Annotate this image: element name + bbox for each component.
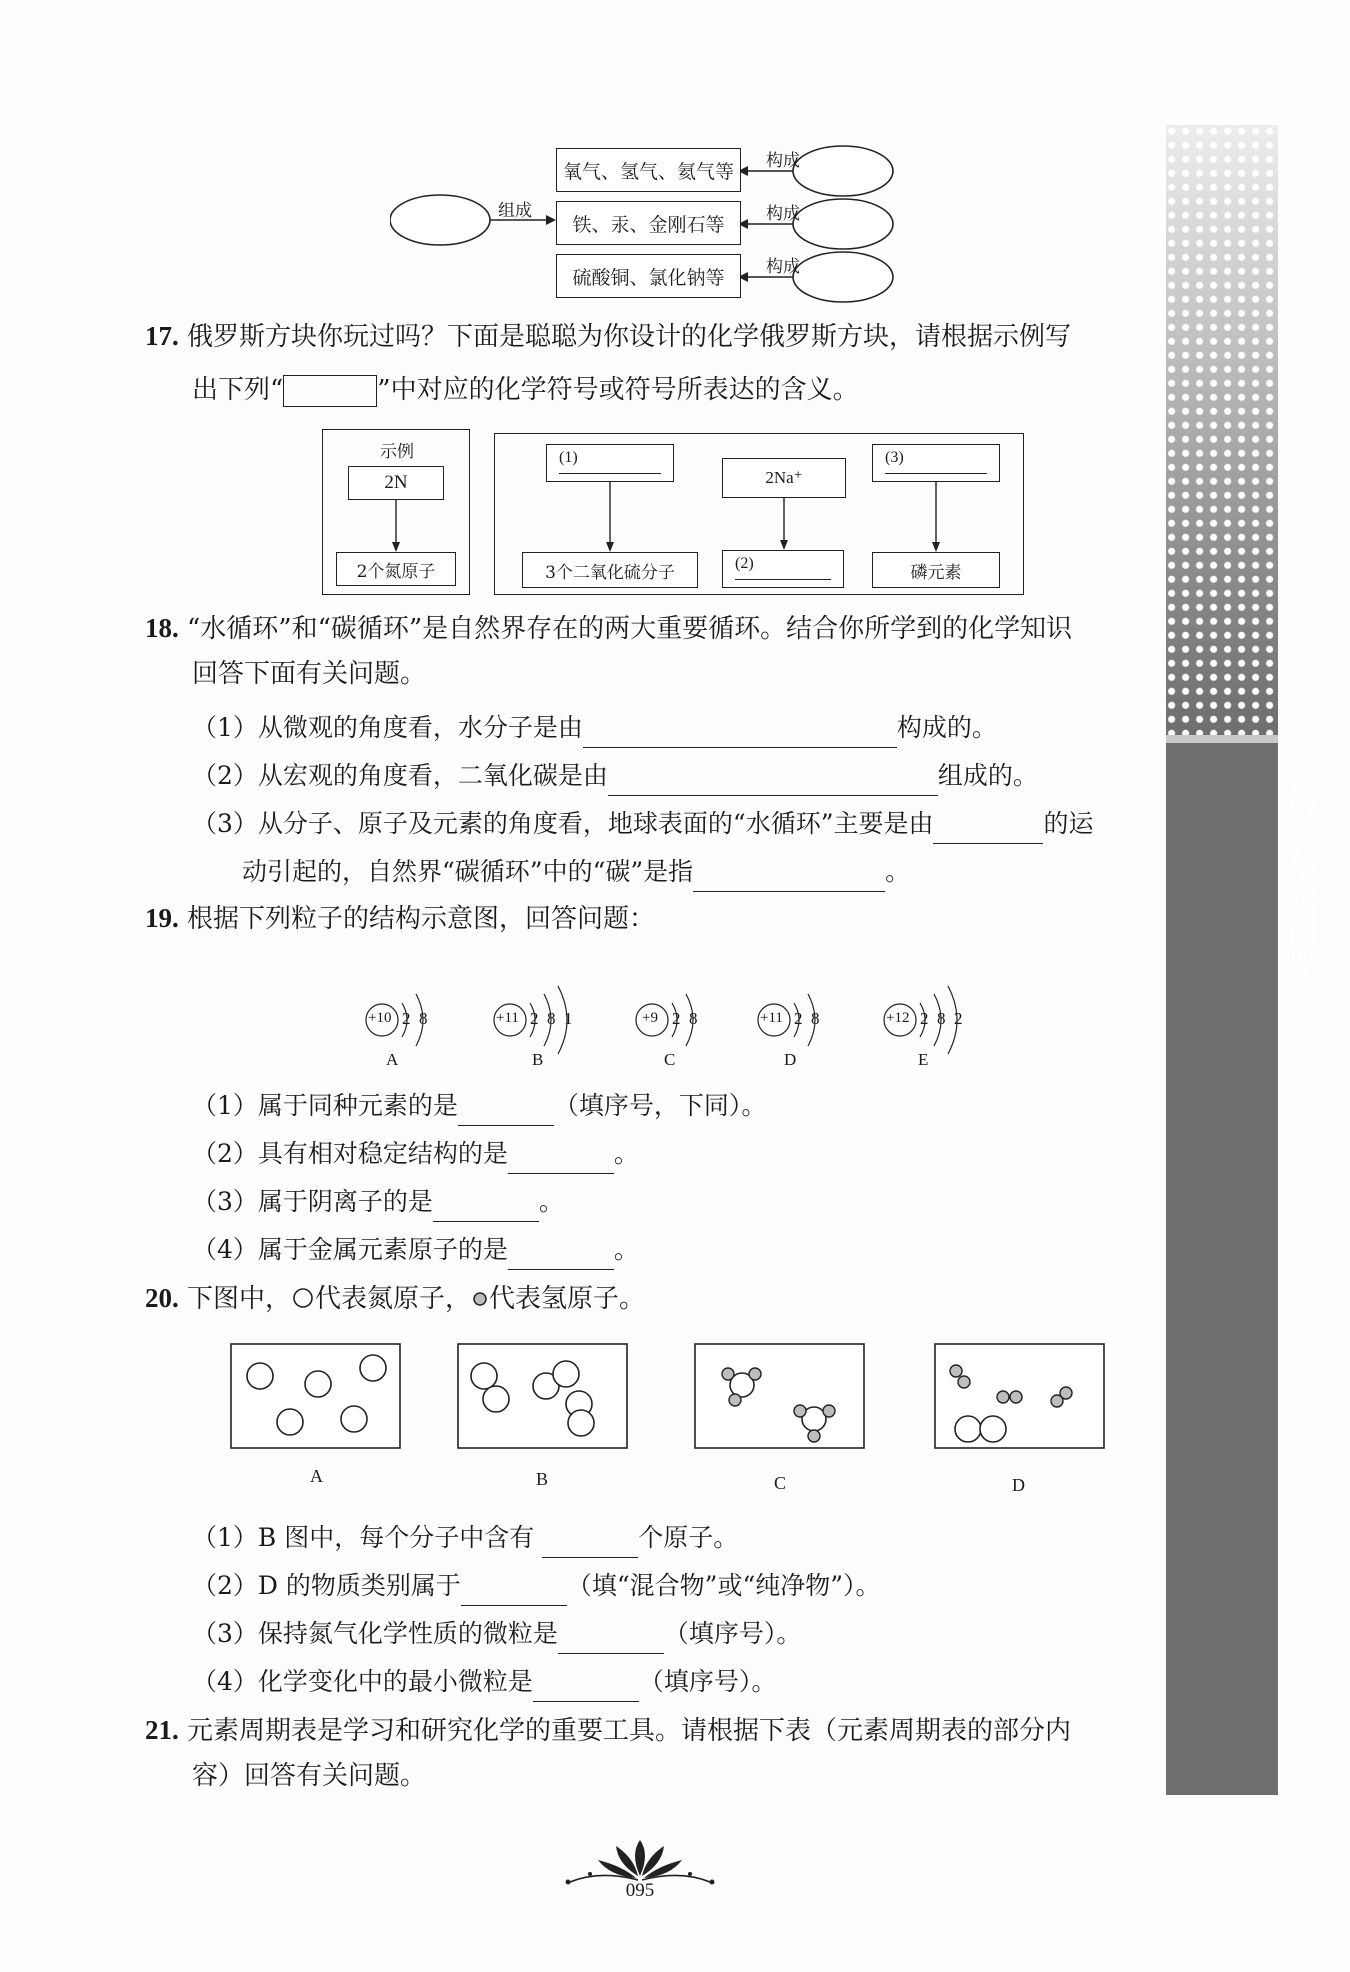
sidebar-decoration (1166, 125, 1278, 735)
q20-s3-blank[interactable] (558, 1623, 664, 1654)
particle-d-electrons: 2 8 (794, 1009, 820, 1028)
puzzle-box-p: 磷元素 (872, 552, 1000, 588)
q20-boxes (230, 1340, 1110, 1452)
label-goucheng-1: 构成 (766, 151, 800, 171)
q18-s1 (192, 708, 997, 748)
q20-label-c: C (774, 1473, 787, 1493)
q18-s3 (192, 804, 1094, 844)
sidebar-divider (1166, 735, 1278, 743)
particle-c-shells (634, 980, 774, 1075)
q18-s3-post: 的运 (1043, 809, 1094, 838)
puzzle-box-so2: 3个二氧化硫分子 (522, 552, 698, 588)
q17-number: 17. (145, 321, 179, 351)
q21-number: 21. (145, 1715, 179, 1745)
label-goucheng-2: 构成 (766, 204, 800, 224)
q17-text: 俄罗斯方块你玩过吗？下面是聪聪为你设计的化学俄罗斯方块，请根据示例写 (187, 322, 1072, 352)
blank-2-label: (2) (735, 555, 754, 572)
particle-c-label: C (664, 1050, 676, 1069)
q17-blank-box (283, 375, 377, 407)
q20-text-b: 代表氮原子， (315, 1284, 472, 1314)
particle-a-electrons: 2 8 (402, 1009, 428, 1028)
sidebar-title: 第三单元测评 (1281, 785, 1316, 977)
q19-s4-post: 。 (613, 1235, 639, 1264)
particle-d (756, 980, 896, 1075)
q20-s2-post: （填“混合物”或“纯净物”）。 (566, 1571, 881, 1600)
q20-s2-pre: （2）D 的物质类别属于 (192, 1571, 461, 1600)
label-goucheng-3: 构成 (766, 257, 800, 277)
q18-s1-pre: （1）从微观的角度看，水分子是由 (192, 713, 583, 742)
q20-s4-pre: （4）化学变化中的最小微粒是 (192, 1667, 533, 1696)
particle-a (364, 980, 504, 1075)
box-salts: 硫酸铜、氯化钠等 (556, 254, 741, 298)
q18-s1-post: 构成的。 (896, 713, 997, 742)
q20-number: 20. (145, 1283, 179, 1313)
q21-line2: 容）回答有关问题。 (192, 1761, 427, 1791)
q20-s4 (192, 1662, 776, 1702)
q18-s3b (242, 852, 910, 892)
particle-b-nucleus: +11 (496, 1010, 519, 1026)
particle-c (634, 980, 774, 1075)
q19-s1-pre: （1）属于同种元素的是 (192, 1091, 458, 1120)
q19-s4-blank[interactable] (508, 1239, 614, 1270)
q21-text: 元素周期表是学习和研究化学的重要工具。请根据下表（元素周期表的部分内 (187, 1716, 1072, 1746)
q17-line2-pre: 出下列“ (192, 375, 284, 405)
particle-b-electrons: 2 8 1 (530, 1009, 573, 1028)
q18-s2-pre: （2）从宏观的角度看，二氧化碳是由 (192, 761, 608, 790)
blank-3-label: (3) (885, 449, 904, 466)
q20-label-a: A (310, 1466, 323, 1486)
q20-s2-blank[interactable] (461, 1575, 567, 1606)
q20-s1 (192, 1518, 738, 1558)
q19-s4 (192, 1230, 639, 1270)
nitrogen-atom-icon (291, 1286, 315, 1310)
q20-label-d: D (1012, 1475, 1025, 1495)
q20-text-a: 下图中， (187, 1284, 292, 1314)
q19-s3-blank[interactable] (433, 1191, 539, 1222)
q20-s1-pre: （1）B 图中，每个分子中含有 (192, 1523, 535, 1552)
q20-s1-blank[interactable] (542, 1527, 638, 1558)
q19-s3-pre: （3）属于阴离子的是 (192, 1187, 433, 1216)
q18-s3b-pre: 动引起的，自然界“碳循环”中的“碳”是指 (242, 857, 694, 886)
q20-s2 (192, 1566, 881, 1606)
label-zucheng: 组成 (498, 201, 532, 221)
blank-1-label: (1) (559, 449, 578, 466)
hydrogen-atom-icon (471, 1290, 489, 1308)
q18-s2-post: 组成的。 (937, 761, 1038, 790)
particle-e-label: E (918, 1050, 929, 1069)
particle-e-electrons: 2 8 2 (920, 1009, 963, 1028)
q19-s3 (192, 1182, 564, 1222)
particle-c-electrons: 2 8 (672, 1009, 698, 1028)
particle-b-label: B (532, 1050, 544, 1069)
particle-a-nucleus: +10 (368, 1010, 392, 1026)
q19-text: 根据下列粒子的结构示意图，回答问题： (187, 904, 656, 934)
q19-s1-blank[interactable] (458, 1095, 554, 1126)
q17-line2 (192, 368, 859, 412)
q20-s1-post: 个原子。 (638, 1523, 739, 1552)
q20-text-c: 代表氢原子。 (489, 1284, 646, 1314)
q20-line1 (145, 1276, 645, 1321)
q19-number: 19. (145, 903, 179, 933)
q18-s3b-post: 。 (885, 857, 911, 886)
q18-s3-blank1[interactable] (933, 813, 1043, 844)
q20-s3-pre: （3）保持氮气化学性质的微粒是 (192, 1619, 558, 1648)
q20-s3-post: （填序号）。 (663, 1619, 802, 1648)
particle-e-nucleus: +12 (886, 1010, 910, 1026)
q19-s1 (192, 1086, 766, 1126)
q18-s2-blank[interactable] (608, 765, 938, 796)
q19-s1-post: （填序号，下同）。 (553, 1091, 767, 1120)
q19-line1 (145, 896, 655, 941)
q20-s4-blank[interactable] (533, 1671, 639, 1702)
q18-s3-blank2[interactable] (693, 861, 885, 892)
q18-number: 18. (145, 613, 179, 643)
example-bottom-box: 2个氮原子 (336, 552, 456, 586)
chapter-sidebar (1166, 125, 1316, 1795)
q20-s4-post: （填序号）。 (638, 1667, 777, 1696)
q19-s3-post: 。 (538, 1187, 564, 1216)
particle-b (492, 980, 632, 1075)
particle-d-label: D (784, 1050, 797, 1069)
q18-text: “水循环”和“碳循环”是自然界存在的两大重要循环。结合你所学到的化学知识 (187, 614, 1073, 644)
q18-s3-pre: （3）从分子、原子及元素的角度看，地球表面的“水循环”主要是由 (192, 809, 934, 838)
q18-s1-blank[interactable] (583, 717, 897, 748)
box-gases: 氧气、氢气、氦气等 (556, 148, 741, 192)
q18-line1 (145, 606, 1072, 651)
q18-line2: 回答下面有关问题。 (192, 659, 427, 689)
box-metals: 铁、汞、金刚石等 (556, 201, 741, 245)
puzzle-box-2na: 2Na⁺ (722, 458, 846, 498)
q21-line1 (145, 1708, 1071, 1753)
q17-line2-post: ”中对应的化学符号或符号所表达的含义。 (377, 375, 859, 405)
particle-a-label: A (386, 1050, 399, 1069)
q19-s2-post: 。 (613, 1139, 639, 1168)
particle-d-nucleus: +11 (760, 1010, 783, 1026)
q20-s3 (192, 1614, 801, 1654)
q19-s4-pre: （4）属于金属元素原子的是 (192, 1235, 508, 1264)
particle-c-nucleus: +9 (642, 1010, 658, 1026)
q19-s2-pre: （2）具有相对稳定结构的是 (192, 1139, 508, 1168)
q19-s2 (192, 1134, 639, 1174)
page-number: 095 (625, 1880, 655, 1901)
q17-line1 (145, 314, 1071, 359)
example-title: 示例 (380, 442, 414, 462)
particle-a-shells (364, 980, 504, 1075)
q19-s2-blank[interactable] (508, 1143, 614, 1174)
particle-d-shells (756, 980, 896, 1075)
q18-s2 (192, 756, 1038, 796)
q20-label-b: B (536, 1469, 549, 1489)
q17-arrows (320, 425, 1040, 605)
particle-e (882, 980, 1022, 1075)
example-top-box: 2N (348, 466, 444, 500)
